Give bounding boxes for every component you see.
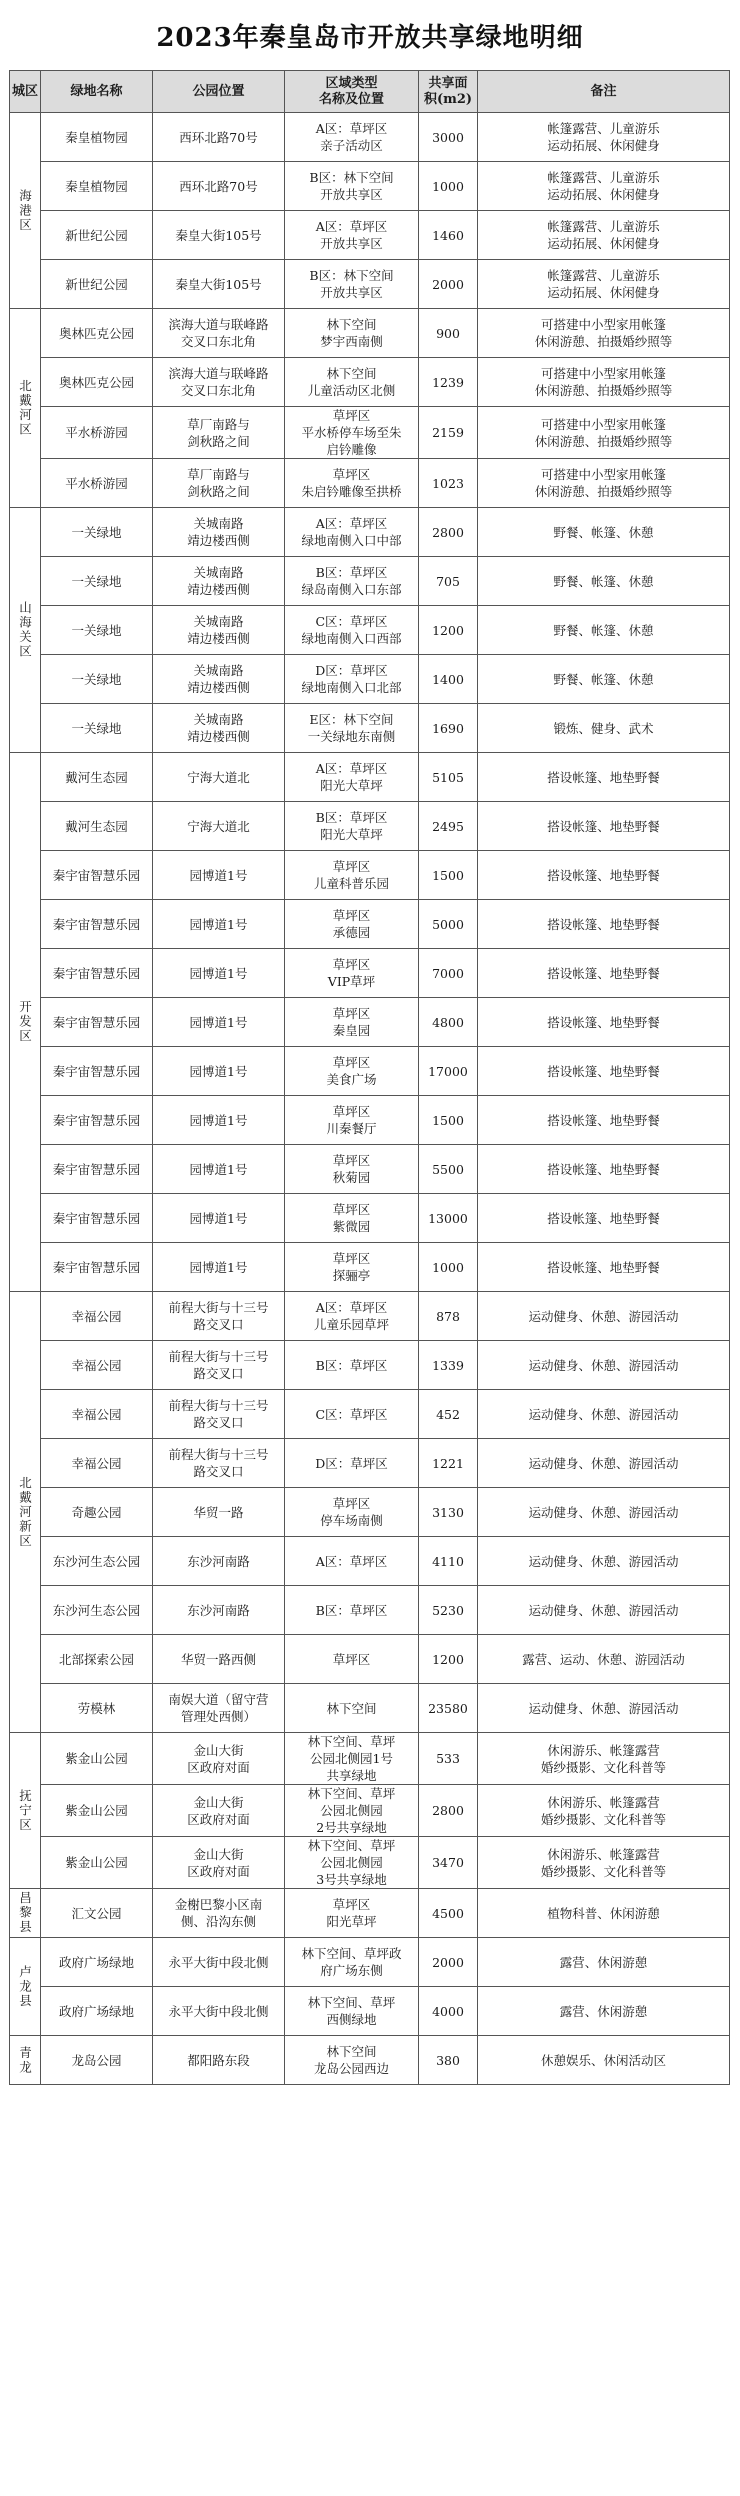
- table-row: [10, 1047, 730, 1096]
- park-name-cell: 奥林匹克公园: [41, 309, 153, 358]
- location-cell: 滨海大道与联峰路 交叉口东北角: [153, 309, 285, 358]
- zone-type-cell: A区：草坪区 儿童乐园草坪: [285, 1292, 419, 1341]
- note-cell: 运动健身、休憩、游园活动: [478, 1537, 730, 1586]
- location-cell: 前程大街与十三号 路交叉口: [153, 1292, 285, 1341]
- zone-type-cell: A区：草坪区 亲子活动区: [285, 113, 419, 162]
- location-cell: 西环北路70号: [153, 162, 285, 211]
- note-cell: 植物科普、休闲游憩: [478, 1889, 730, 1938]
- location-cell: 园博道1号: [153, 1096, 285, 1145]
- location-cell: 金山大街 区政府对面: [153, 1837, 285, 1889]
- table-row: [10, 407, 730, 459]
- area-cell: 1239: [419, 358, 478, 407]
- zone-type-cell: B区：草坪区: [285, 1586, 419, 1635]
- location-cell: 南娱大道（留守营 管理处西侧）: [153, 1684, 285, 1733]
- location-cell: 园博道1号: [153, 900, 285, 949]
- area-cell: 4000: [419, 1987, 478, 2036]
- area-cell: 13000: [419, 1194, 478, 1243]
- park-name-cell: 东沙河生态公园: [41, 1537, 153, 1586]
- page-title: 2023年秦皇岛市开放共享绿地明细: [156, 22, 584, 53]
- area-cell: 2000: [419, 1938, 478, 1987]
- note-cell: 搭设帐篷、地垫野餐: [478, 900, 730, 949]
- park-name-cell: 紫金山公园: [41, 1733, 153, 1785]
- park-name-cell: 秦皇植物园: [41, 113, 153, 162]
- area-cell: 1460: [419, 211, 478, 260]
- note-cell: 搭设帐篷、地垫野餐: [478, 1243, 730, 1292]
- note-cell: 露营、休闲游憩: [478, 1987, 730, 2036]
- zone-type-cell: E区：林下空间 一关绿地东南侧: [285, 704, 419, 753]
- zone-type-cell: 草坪区 朱启钤雕像至拱桥: [285, 459, 419, 508]
- location-cell: 金山大街 区政府对面: [153, 1785, 285, 1837]
- table-row: [10, 1096, 730, 1145]
- location-cell: 滨海大道与联峰路 交叉口东北角: [153, 358, 285, 407]
- location-cell: 秦皇大街105号: [153, 260, 285, 309]
- table-row: [10, 1145, 730, 1194]
- note-cell: 搭设帐篷、地垫野餐: [478, 998, 730, 1047]
- park-name-cell: 秦皇植物园: [41, 162, 153, 211]
- park-name-cell: 秦宇宙智慧乐园: [41, 998, 153, 1047]
- table-row: [10, 655, 730, 704]
- zone-type-cell: 草坪区 秋菊园: [285, 1145, 419, 1194]
- note-cell: 帐篷露营、儿童游乐 运动拓展、休闲健身: [478, 162, 730, 211]
- location-cell: 园博道1号: [153, 949, 285, 998]
- location-cell: 园博道1号: [153, 1243, 285, 1292]
- district-cell: 卢龙县: [10, 1938, 41, 2036]
- park-name-cell: 新世纪公园: [41, 211, 153, 260]
- note-cell: 帐篷露营、儿童游乐 运动拓展、休闲健身: [478, 113, 730, 162]
- table-row: [10, 358, 730, 407]
- location-cell: 关城南路 靖边楼西侧: [153, 557, 285, 606]
- location-cell: 宁海大道北: [153, 753, 285, 802]
- table-row: [10, 1439, 730, 1488]
- park-name-cell: 秦宇宙智慧乐园: [41, 1047, 153, 1096]
- district-cell: 海港区: [10, 113, 41, 309]
- note-cell: 休闲游乐、帐篷露营 婚纱摄影、文化科普等: [478, 1837, 730, 1889]
- location-cell: 华贸一路: [153, 1488, 285, 1537]
- area-cell: 2159: [419, 407, 478, 459]
- area-cell: 4800: [419, 998, 478, 1047]
- zone-type-cell: 草坪区 停车场南侧: [285, 1488, 419, 1537]
- park-name-cell: 奥林匹克公园: [41, 358, 153, 407]
- table-row: [10, 211, 730, 260]
- note-cell: 运动健身、休憩、游园活动: [478, 1341, 730, 1390]
- location-cell: 东沙河南路: [153, 1537, 285, 1586]
- park-name-cell: 戴河生态园: [41, 753, 153, 802]
- zone-type-cell: 林下空间、草坪 公园北侧园1号 共享绿地: [285, 1733, 419, 1785]
- table-row: [10, 753, 730, 802]
- zone-type-cell: 林下空间 龙岛公园西边: [285, 2036, 419, 2085]
- park-name-cell: 新世纪公园: [41, 260, 153, 309]
- area-cell: 5105: [419, 753, 478, 802]
- area-cell: 3000: [419, 113, 478, 162]
- area-cell: 1690: [419, 704, 478, 753]
- location-cell: 园博道1号: [153, 998, 285, 1047]
- district-cell: 昌黎县: [10, 1889, 41, 1938]
- note-cell: 可搭建中小型家用帐篷 休闲游憩、拍摄婚纱照等: [478, 309, 730, 358]
- area-cell: 1200: [419, 606, 478, 655]
- location-cell: 西环北路70号: [153, 113, 285, 162]
- note-cell: 休闲游乐、帐篷露营 婚纱摄影、文化科普等: [478, 1785, 730, 1837]
- location-cell: 园博道1号: [153, 1194, 285, 1243]
- zone-type-cell: 草坪区 紫微园: [285, 1194, 419, 1243]
- location-cell: 秦皇大街105号: [153, 211, 285, 260]
- zone-type-cell: 林下空间 儿童活动区北侧: [285, 358, 419, 407]
- park-name-cell: 一关绿地: [41, 508, 153, 557]
- park-name-cell: 秦宇宙智慧乐园: [41, 851, 153, 900]
- park-name-cell: 紫金山公园: [41, 1837, 153, 1889]
- location-cell: 园博道1号: [153, 851, 285, 900]
- location-cell: 草厂南路与 剑秋路之间: [153, 407, 285, 459]
- header-location: 公园位置: [153, 71, 285, 113]
- zone-type-cell: B区：林下空间 开放共享区: [285, 260, 419, 309]
- area-cell: 3130: [419, 1488, 478, 1537]
- park-name-cell: 一关绿地: [41, 704, 153, 753]
- district-cell: 开发区: [10, 753, 41, 1292]
- location-cell: 永平大街中段北侧: [153, 1938, 285, 1987]
- table-row: [10, 1785, 730, 1837]
- park-name-cell: 秦宇宙智慧乐园: [41, 1145, 153, 1194]
- zone-type-cell: D区：草坪区: [285, 1439, 419, 1488]
- location-cell: 金山大街 区政府对面: [153, 1733, 285, 1785]
- note-cell: 运动健身、休憩、游园活动: [478, 1292, 730, 1341]
- district-cell: 北戴河新区: [10, 1292, 41, 1733]
- table-row: [10, 1194, 730, 1243]
- district-cell: 北戴河区: [10, 309, 41, 508]
- park-name-cell: 平水桥游园: [41, 459, 153, 508]
- park-name-cell: 秦宇宙智慧乐园: [41, 1194, 153, 1243]
- note-cell: 帐篷露营、儿童游乐 运动拓展、休闲健身: [478, 260, 730, 309]
- park-name-cell: 政府广场绿地: [41, 1938, 153, 1987]
- location-cell: 华贸一路西侧: [153, 1635, 285, 1684]
- location-cell: 园博道1号: [153, 1145, 285, 1194]
- header-district: 城区: [10, 71, 41, 113]
- note-cell: 休憩娱乐、休闲活动区: [478, 2036, 730, 2085]
- table-row: [10, 802, 730, 851]
- green-space-table: [9, 70, 730, 2085]
- park-name-cell: 秦宇宙智慧乐园: [41, 900, 153, 949]
- area-cell: 1500: [419, 851, 478, 900]
- park-name-cell: 紫金山公园: [41, 1785, 153, 1837]
- note-cell: 搭设帐篷、地垫野餐: [478, 851, 730, 900]
- table-row: [10, 1635, 730, 1684]
- table-header: [10, 71, 730, 113]
- zone-type-cell: 草坪区 美食广场: [285, 1047, 419, 1096]
- table-row: [10, 1987, 730, 2036]
- park-name-cell: 秦宇宙智慧乐园: [41, 1096, 153, 1145]
- note-cell: 搭设帐篷、地垫野餐: [478, 1096, 730, 1145]
- zone-type-cell: A区：草坪区 开放共享区: [285, 211, 419, 260]
- zone-type-cell: B区：草坪区 阳光大草坪: [285, 802, 419, 851]
- header-row: [10, 71, 730, 113]
- district-cell: 青龙: [10, 2036, 41, 2085]
- park-name-cell: 政府广场绿地: [41, 1987, 153, 2036]
- park-name-cell: 秦宇宙智慧乐园: [41, 949, 153, 998]
- area-cell: 5500: [419, 1145, 478, 1194]
- area-cell: 2800: [419, 508, 478, 557]
- park-name-cell: 一关绿地: [41, 655, 153, 704]
- table-row: [10, 1684, 730, 1733]
- table-row: [10, 508, 730, 557]
- note-cell: 野餐、帐篷、休憩: [478, 655, 730, 704]
- zone-type-cell: C区：草坪区: [285, 1390, 419, 1439]
- table-row: [10, 309, 730, 358]
- table-row: [10, 606, 730, 655]
- zone-type-cell: 草坪区 承德园: [285, 900, 419, 949]
- note-cell: 可搭建中小型家用帐篷 休闲游憩、拍摄婚纱照等: [478, 407, 730, 459]
- note-cell: 搭设帐篷、地垫野餐: [478, 949, 730, 998]
- note-cell: 搭设帐篷、地垫野餐: [478, 753, 730, 802]
- table-row: [10, 1586, 730, 1635]
- note-cell: 运动健身、休憩、游园活动: [478, 1439, 730, 1488]
- table-row: [10, 260, 730, 309]
- location-cell: 前程大街与十三号 路交叉口: [153, 1439, 285, 1488]
- zone-type-cell: 林下空间、草坪 公园北侧园 3号共享绿地: [285, 1837, 419, 1889]
- note-cell: 野餐、帐篷、休憩: [478, 557, 730, 606]
- area-cell: 17000: [419, 1047, 478, 1096]
- location-cell: 前程大街与十三号 路交叉口: [153, 1390, 285, 1439]
- area-cell: 2495: [419, 802, 478, 851]
- table-row: [10, 1889, 730, 1938]
- zone-type-cell: 林下空间、草坪 公园北侧园 2号共享绿地: [285, 1785, 419, 1837]
- location-cell: 前程大街与十三号 路交叉口: [153, 1341, 285, 1390]
- area-cell: 452: [419, 1390, 478, 1439]
- park-name-cell: 戴河生态园: [41, 802, 153, 851]
- area-cell: 7000: [419, 949, 478, 998]
- location-cell: 草厂南路与 剑秋路之间: [153, 459, 285, 508]
- district-cell: 抚宁区: [10, 1733, 41, 1889]
- zone-type-cell: D区：草坪区 绿地南侧入口北部: [285, 655, 419, 704]
- area-cell: 1000: [419, 1243, 478, 1292]
- area-cell: 1400: [419, 655, 478, 704]
- zone-type-cell: C区：草坪区 绿地南侧入口西部: [285, 606, 419, 655]
- location-cell: 关城南路 靖边楼西侧: [153, 655, 285, 704]
- zone-type-cell: A区：草坪区: [285, 1537, 419, 1586]
- note-cell: 可搭建中小型家用帐篷 休闲游憩、拍摄婚纱照等: [478, 459, 730, 508]
- location-cell: 关城南路 靖边楼西侧: [153, 508, 285, 557]
- zone-type-cell: 林下空间、草坪 西侧绿地: [285, 1987, 419, 2036]
- area-cell: 4500: [419, 1889, 478, 1938]
- note-cell: 搭设帐篷、地垫野餐: [478, 802, 730, 851]
- zone-type-cell: 林下空间 梦宇西南侧: [285, 309, 419, 358]
- park-name-cell: 幸福公园: [41, 1390, 153, 1439]
- location-cell: 园博道1号: [153, 1047, 285, 1096]
- table-row: [10, 949, 730, 998]
- table-row: [10, 1243, 730, 1292]
- table-row: [10, 1292, 730, 1341]
- zone-type-cell: 草坪区 平水桥停车场至朱 启钤雕像: [285, 407, 419, 459]
- table-row: [10, 704, 730, 753]
- note-cell: 运动健身、休憩、游园活动: [478, 1586, 730, 1635]
- park-name-cell: 龙岛公园: [41, 2036, 153, 2085]
- park-name-cell: 幸福公园: [41, 1439, 153, 1488]
- header-zone-type: 区域类型 名称及位置: [285, 71, 419, 113]
- note-cell: 休闲游乐、帐篷露营 婚纱摄影、文化科普等: [478, 1733, 730, 1785]
- note-cell: 运动健身、休憩、游园活动: [478, 1390, 730, 1439]
- table-row: [10, 1390, 730, 1439]
- area-cell: 1221: [419, 1439, 478, 1488]
- park-name-cell: 汇文公园: [41, 1889, 153, 1938]
- area-cell: 1023: [419, 459, 478, 508]
- note-cell: 搭设帐篷、地垫野餐: [478, 1047, 730, 1096]
- zone-type-cell: 草坪区 儿童科普乐园: [285, 851, 419, 900]
- zone-type-cell: 草坪区 阳光草坪: [285, 1889, 419, 1938]
- zone-type-cell: 草坪区 川秦餐厅: [285, 1096, 419, 1145]
- area-cell: 3470: [419, 1837, 478, 1889]
- zone-type-cell: 草坪区 VIP草坪: [285, 949, 419, 998]
- location-cell: 金榭巴黎小区南 侧、沿沟东侧: [153, 1889, 285, 1938]
- area-cell: 380: [419, 2036, 478, 2085]
- note-cell: 搭设帐篷、地垫野餐: [478, 1145, 730, 1194]
- note-cell: 运动健身、休憩、游园活动: [478, 1684, 730, 1733]
- zone-type-cell: B区：林下空间 开放共享区: [285, 162, 419, 211]
- zone-type-cell: A区：草坪区 阳光大草坪: [285, 753, 419, 802]
- area-cell: 23580: [419, 1684, 478, 1733]
- district-cell: 山海关区: [10, 508, 41, 753]
- table-row: [10, 459, 730, 508]
- note-cell: 锻炼、健身、武术: [478, 704, 730, 753]
- table-row: [10, 851, 730, 900]
- note-cell: 野餐、帐篷、休憩: [478, 606, 730, 655]
- table-row: [10, 113, 730, 162]
- area-cell: 2800: [419, 1785, 478, 1837]
- zone-type-cell: 草坪区 探骊亭: [285, 1243, 419, 1292]
- area-cell: 1500: [419, 1096, 478, 1145]
- park-name-cell: 秦宇宙智慧乐园: [41, 1243, 153, 1292]
- location-cell: 关城南路 靖边楼西侧: [153, 606, 285, 655]
- area-cell: 2000: [419, 260, 478, 309]
- table-row: [10, 1488, 730, 1537]
- note-cell: 帐篷露营、儿童游乐 运动拓展、休闲健身: [478, 211, 730, 260]
- table-body: [10, 113, 730, 2085]
- note-cell: 可搭建中小型家用帐篷 休闲游憩、拍摄婚纱照等: [478, 358, 730, 407]
- zone-type-cell: B区：草坪区 绿岛南侧入口东部: [285, 557, 419, 606]
- park-name-cell: 幸福公园: [41, 1341, 153, 1390]
- location-cell: 东沙河南路: [153, 1586, 285, 1635]
- area-cell: 1200: [419, 1635, 478, 1684]
- area-cell: 533: [419, 1733, 478, 1785]
- area-cell: 705: [419, 557, 478, 606]
- note-cell: 露营、运动、休憩、游园活动: [478, 1635, 730, 1684]
- table-row: [10, 1733, 730, 1785]
- header-notes: 备注: [478, 71, 730, 113]
- location-cell: 都阳路东段: [153, 2036, 285, 2085]
- area-cell: 4110: [419, 1537, 478, 1586]
- table-row: [10, 1938, 730, 1987]
- area-cell: 1000: [419, 162, 478, 211]
- table-row: [10, 162, 730, 211]
- zone-type-cell: 林下空间: [285, 1684, 419, 1733]
- park-name-cell: 一关绿地: [41, 557, 153, 606]
- park-name-cell: 一关绿地: [41, 606, 153, 655]
- header-area: 共享面 积(m2): [419, 71, 478, 113]
- park-name-cell: 东沙河生态公园: [41, 1586, 153, 1635]
- location-cell: 永平大街中段北侧: [153, 1987, 285, 2036]
- note-cell: 露营、休闲游憩: [478, 1938, 730, 1987]
- location-cell: 宁海大道北: [153, 802, 285, 851]
- table-row: [10, 1341, 730, 1390]
- table-row: [10, 2036, 730, 2085]
- area-cell: 5230: [419, 1586, 478, 1635]
- zone-type-cell: 草坪区 秦皇园: [285, 998, 419, 1047]
- zone-type-cell: 草坪区: [285, 1635, 419, 1684]
- table-row: [10, 1537, 730, 1586]
- area-cell: 878: [419, 1292, 478, 1341]
- park-name-cell: 劳模林: [41, 1684, 153, 1733]
- table-row: [10, 998, 730, 1047]
- area-cell: 5000: [419, 900, 478, 949]
- note-cell: 搭设帐篷、地垫野餐: [478, 1194, 730, 1243]
- zone-type-cell: A区：草坪区 绿地南侧入口中部: [285, 508, 419, 557]
- header-park-name: 绿地名称: [41, 71, 153, 113]
- park-name-cell: 奇趣公园: [41, 1488, 153, 1537]
- table-row: [10, 900, 730, 949]
- note-cell: 运动健身、休憩、游园活动: [478, 1488, 730, 1537]
- park-name-cell: 平水桥游园: [41, 407, 153, 459]
- zone-type-cell: B区：草坪区: [285, 1341, 419, 1390]
- area-cell: 1339: [419, 1341, 478, 1390]
- park-name-cell: 幸福公园: [41, 1292, 153, 1341]
- table-row: [10, 557, 730, 606]
- note-cell: 野餐、帐篷、休憩: [478, 508, 730, 557]
- zone-type-cell: 林下空间、草坪政 府广场东侧: [285, 1938, 419, 1987]
- park-name-cell: 北部探索公园: [41, 1635, 153, 1684]
- location-cell: 关城南路 靖边楼西侧: [153, 704, 285, 753]
- table-row: [10, 1837, 730, 1889]
- area-cell: 900: [419, 309, 478, 358]
